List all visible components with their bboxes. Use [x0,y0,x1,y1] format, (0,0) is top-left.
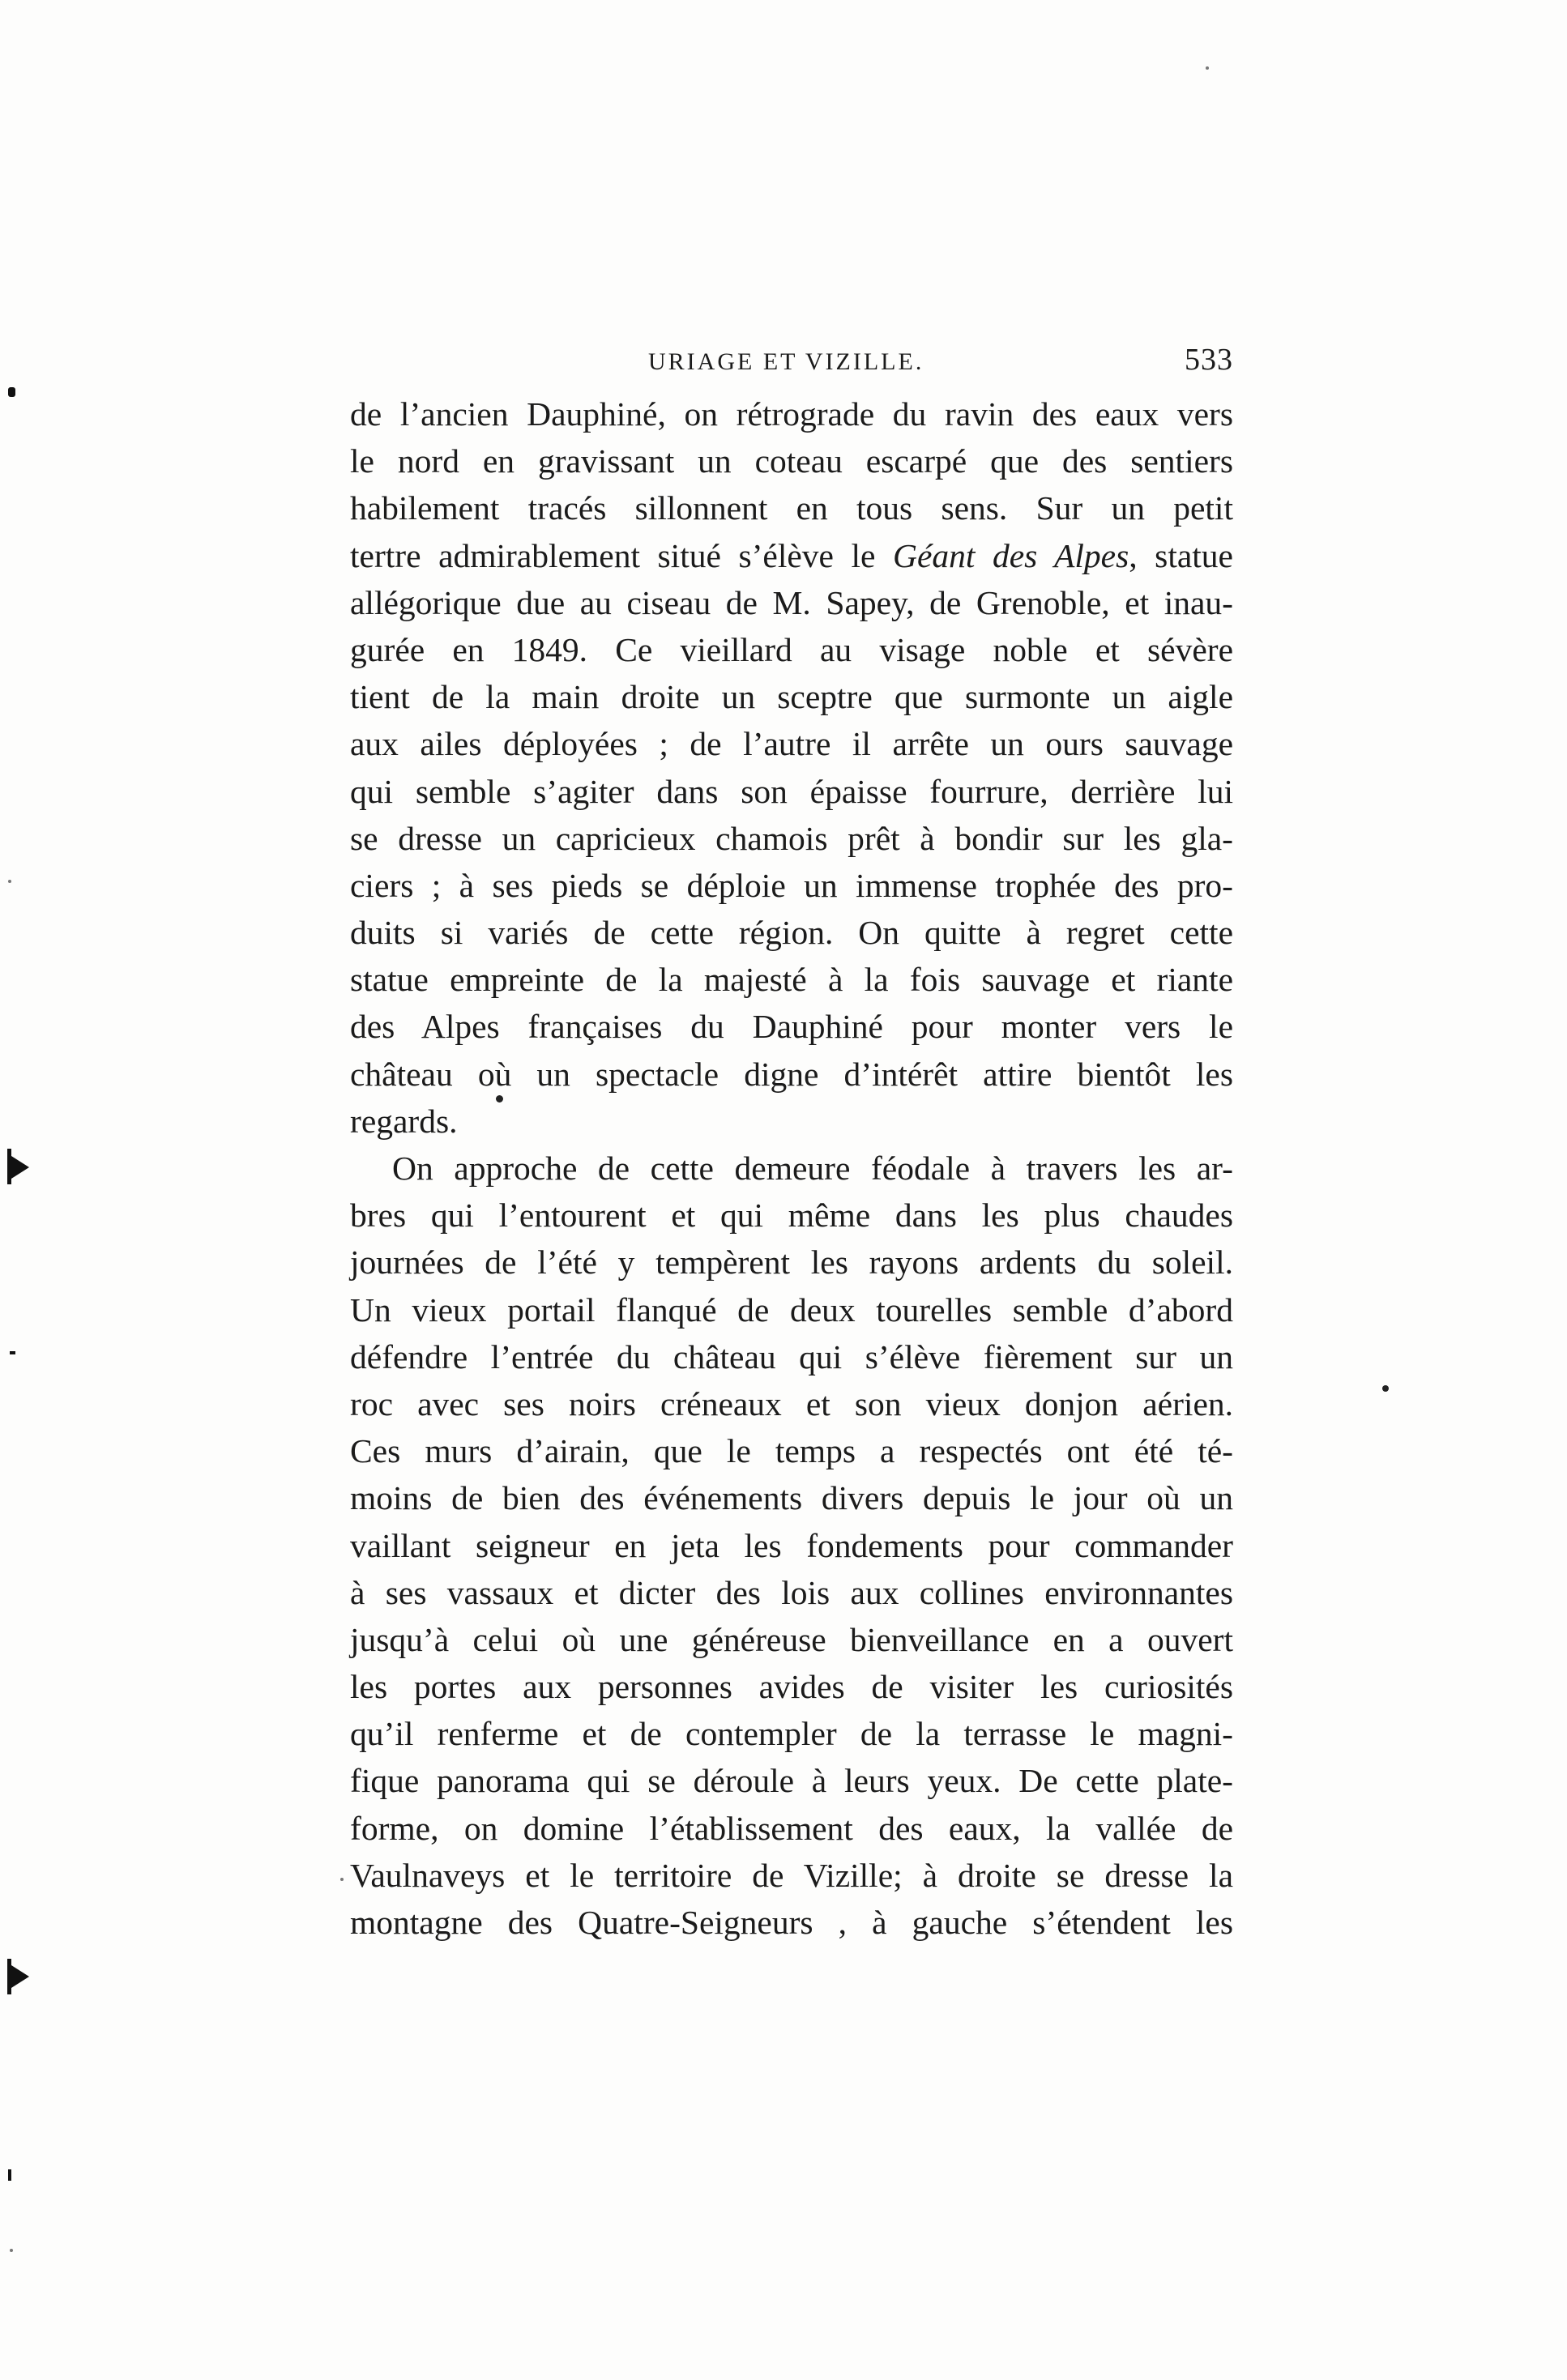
text-run: statue empreinte de la majesté à la fois sauvage et riante [350,961,1233,999]
text-line [350,1051,1233,1098]
text-run: château où un spectacle digne d’intérêt attire bientôt les [350,1055,1233,1093]
text-run: qui semble s’agiter dans son épaisse fourrure, derrière lui [350,772,1233,810]
text-line [350,1427,1233,1474]
text-line [350,909,1233,956]
text-run: Un vieux portail flanqué de deux tourelles semble d’abord [350,1290,1233,1329]
text-line [350,1522,1233,1569]
text-run: à ses vassaux et dicter des lois aux collines environnantes [350,1573,1233,1611]
text-line [350,1192,1233,1239]
text-line [350,1239,1233,1286]
text-line [350,1003,1233,1050]
text-line [350,626,1233,673]
text-line [350,673,1233,720]
text-line [350,1899,1233,1946]
italic-text: Géant des Alpes [892,536,1129,574]
body-text [350,390,1233,1946]
text-line [350,768,1233,815]
text-line [350,862,1233,909]
text-run: montagne des Quatre-Seigneurs , à gauche s’étendent les [350,1904,1233,1941]
text-run: bres qui l’entourent et qui même dans les plus chaudes [350,1196,1233,1235]
text-line [350,1380,1233,1427]
text-run: Vaulnaveys et le territoire de Vizille; à droite se dresse la [350,1856,1233,1894]
text-line [350,1616,1233,1663]
text-run: journées de l’été y tempèrent les rayons ardents du soleil. [350,1243,1233,1282]
text-run: tient de la main droite un sceptre que surmonte un aigle [350,678,1233,716]
margin-arrow-icon-upper [11,1156,29,1179]
text-run: aux ailes déployées ; de l’autre il arrête un ours sauvage [350,725,1233,763]
text-line [350,720,1233,767]
text-run: des Alpes françaises du Dauphiné pour monter vers le [350,1008,1233,1046]
margin-mark-small [10,1351,15,1354]
text-line [350,1757,1233,1804]
text-run: se dresse un capricieux chamois prêt à bondir sur les gla- [350,819,1233,857]
margin-mark-top [8,387,15,397]
text-line [350,579,1233,626]
text-line [350,390,1233,437]
page-speck-top [1206,66,1209,70]
text-line [350,1098,1233,1145]
text-run: qu’il renferme et de contempler de la terrasse le magni- [350,1715,1233,1753]
text-line [350,1474,1233,1521]
running-header [350,339,1233,387]
text-run: vaillant seigneur en jeta les fondements pour commander [350,1526,1233,1564]
text-run: les portes aux personnes avides de visiter les curiosités [350,1668,1233,1706]
text-line [350,1569,1233,1616]
text-run: moins de bien des événements divers depuis le jour où un [350,1479,1233,1517]
text-line [350,1852,1233,1899]
text-run: fique panorama qui se déroule à leurs yeux. De cette plate- [350,1762,1233,1800]
text-line [350,1333,1233,1380]
text-line [350,532,1233,579]
text-line [350,1286,1233,1333]
running-title: URIAGE ET VIZILLE. [648,348,924,375]
text-line [350,815,1233,862]
text-line [350,1805,1233,1852]
text-run: tertre admirablement situé s’élève le [350,536,893,574]
text-run: de l’ancien Dauphiné, on rétrograde du ravin des eaux vers [350,395,1233,433]
page-number: 533 [1185,343,1233,377]
text-run: , statue [1129,536,1233,574]
text-line [350,437,1233,484]
text-line [350,1145,1233,1192]
text-run: Ces murs d’airain, que le temps a respectés ont été té- [350,1432,1233,1470]
text-line [350,956,1233,1003]
text-line [350,1663,1233,1710]
text-run: forme, on domine l’établissement des eaux, la vallée de [350,1809,1233,1847]
margin-speck-left-2 [10,2249,13,2252]
margin-speck-left-3 [340,1878,344,1881]
margin-speck-left-1 [8,880,11,883]
margin-arrow-icon-lower [11,1965,29,1988]
text-run: roc avec ses noirs créneaux et son vieux donjon aérien. [350,1384,1233,1422]
text-line [350,484,1233,531]
text-run: le nord en gravissant un coteau escarpé que des sentiers [350,442,1233,480]
text-run: gurée en 1849. Ce vieillard au visage noble et sévère [350,630,1233,668]
text-run: allégorique due au ciseau de M. Sapey, de Grenoble, et inau- [350,583,1233,621]
text-run: ciers ; à ses pieds se déploie un immense trophée des pro- [350,866,1233,904]
margin-mark-bottom [8,2169,11,2181]
text-run: duits si variés de cette région. On quitte à regret cette [350,914,1233,952]
margin-dot-right [1382,1385,1389,1392]
text-run: défendre l’entrée du château qui s’élève fièrement sur un [350,1337,1233,1376]
text-run: On approche de cette demeure féodale à travers les ar- [392,1149,1233,1187]
text-line [350,1710,1233,1757]
text-run: habilement tracés sillonnent en tous sens. Sur un petit [350,489,1233,527]
text-run: jusqu’à celui où une généreuse bienveillance en a ouvert [350,1620,1233,1658]
text-run: regards. [350,1102,458,1140]
